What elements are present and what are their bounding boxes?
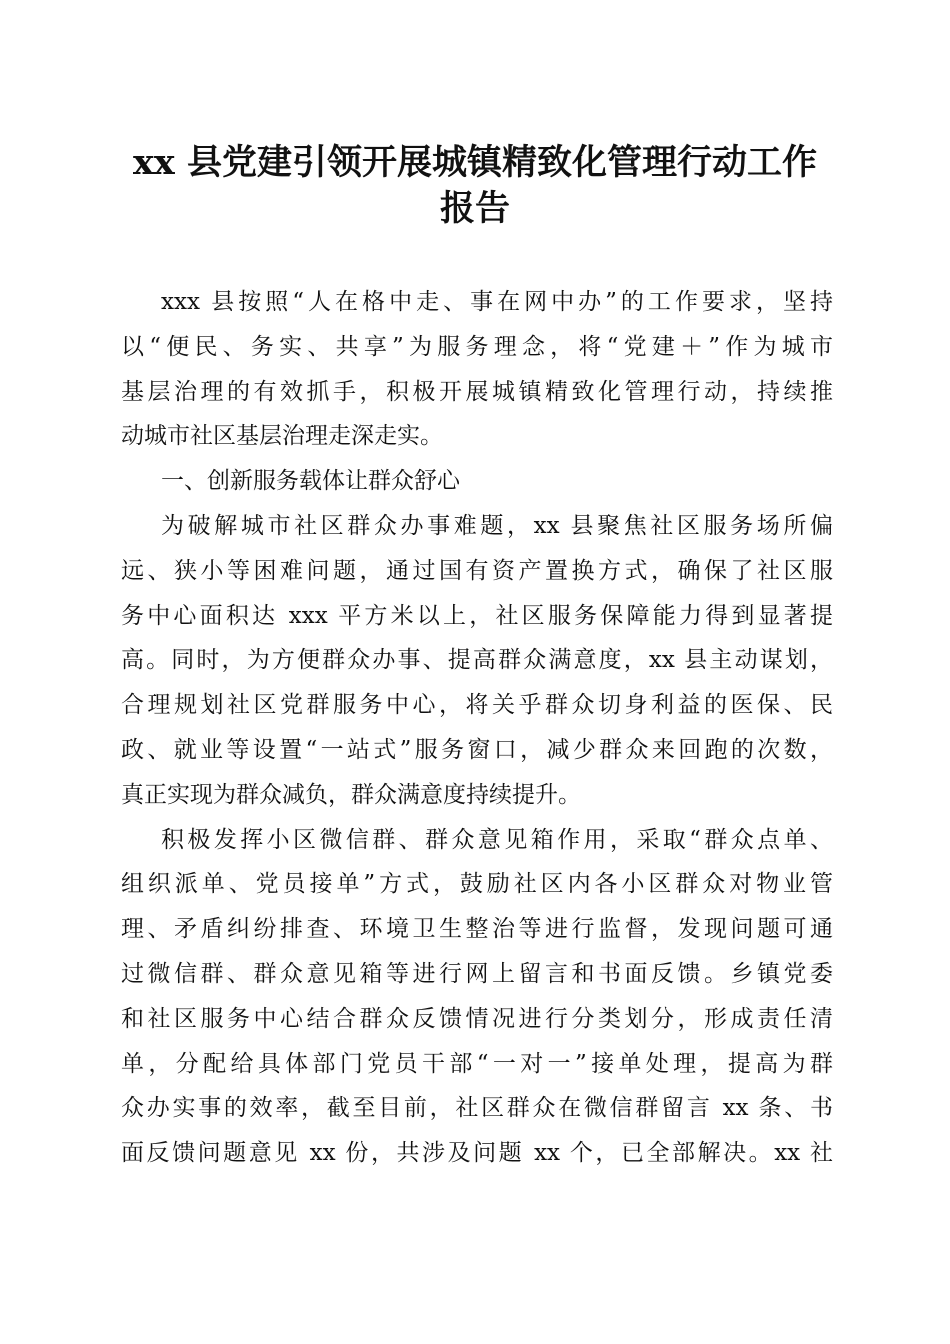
paragraph-line: 过微信群、群众意见箱等进行网上留言和书面反馈。乡镇党委 [121,960,833,987]
body-paragraph-1 [121,504,833,818]
paragraph-line: 组织派单、党员接单”方式，鼓励社区内各小区群众对物业管 [121,871,833,898]
intro-paragraph [121,280,833,459]
paragraph-line: 动城市社区基层治理走深走实。 [121,423,443,450]
document-body [121,280,833,1176]
paragraph-line: 务中心面积达 xxx 平方米以上，社区服务保障能力得到显著提 [121,602,833,629]
paragraph-line: xxx 县按照“人在格中走、事在网中办”的工作要求，坚持 [161,289,833,315]
paragraph-line: 高。同时，为方便群众办事、提高群众满意度，xx 县主动谋划， [121,647,833,674]
paragraph-line: 众办实事的效率，截至目前，社区群众在微信群留言 xx 条、书 [121,1095,833,1122]
paragraph-line: 以“便民、务实、共享”为服务理念，将“党建＋”作为城市 [121,333,833,360]
paragraph-line: 面反馈问题意见 xx 份，共涉及问题 xx 个，已全部解决。xx 社 [121,1140,833,1167]
document-title [100,140,850,232]
paragraph-line: 理、矛盾纠纷排查、环境卫生整治等进行监督，发现问题可通 [121,916,833,943]
paragraph-line: 积极发挥小区微信群、群众意见箱作用，采取“群众点单、 [161,826,833,853]
paragraph-line: 和社区服务中心结合群众反馈情况进行分类划分，形成责任清 [121,1005,833,1032]
paragraph-line: 单，分配给具体部门党员干部“一对一”接单处理，提高为群 [121,1050,833,1077]
paragraph-line: 远、狭小等困难问题，通过国有资产置换方式，确保了社区服 [121,557,833,584]
paragraph-line: 合理规划社区党群服务中心，将关乎群众切身利益的医保、民 [121,692,833,719]
paragraph-line: 政、就业等设置“一站式”服务窗口，减少群众来回跑的次数， [121,736,833,763]
title-line-2: 报告 [439,188,510,229]
title-line-1: xx 县党建引领开展城镇精致化管理行动工作 [133,142,817,183]
body-paragraph-2 [121,818,833,1176]
section-heading: 一、创新服务载体让群众舒心 [161,468,460,495]
paragraph-line: 真正实现为群众减负，群众满意度持续提升。 [121,781,581,808]
paragraph-line: 基层治理的有效抓手，积极开展城镇精致化管理行动，持续推 [121,378,833,405]
paragraph-line: 为破解城市社区群众办事难题，xx 县聚焦社区服务场所偏 [161,512,833,539]
